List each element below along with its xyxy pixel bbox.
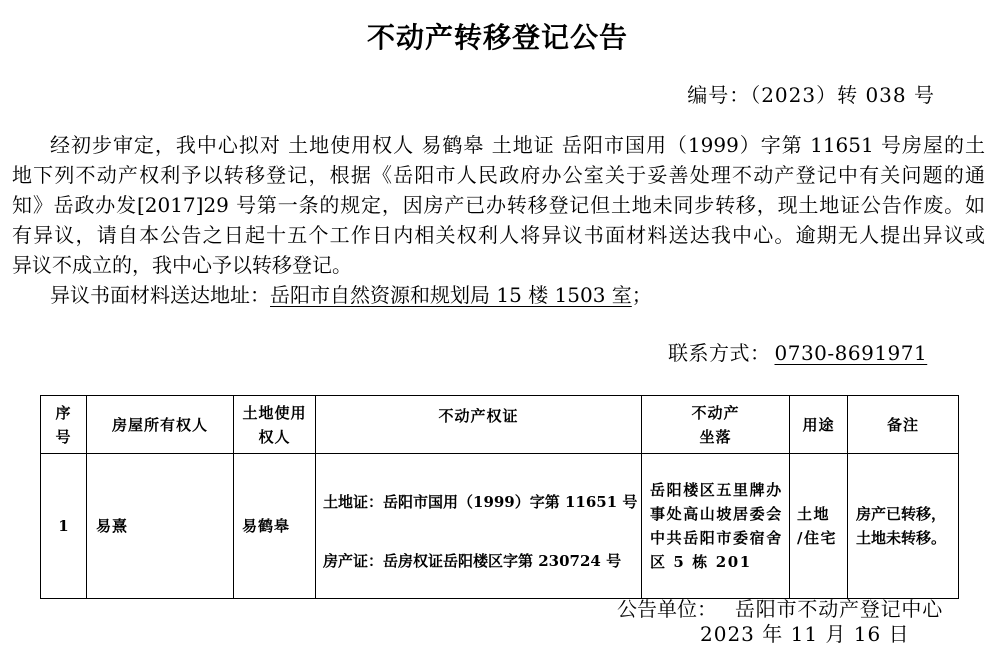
body-line: 有异议，请自本公告之日起十五个工作日内相关权利人将异议书面材料送达我中心。逾期无人提出异议或 [12,223,985,247]
contact-label: 联系方式： [668,341,771,365]
objection-address-value: 岳阳市自然资源和规划局 15 楼 1503 室 [270,283,632,307]
header-remark: 备注 [848,396,959,454]
objection-address [12,280,985,310]
header-location: 不动产 坐落 [642,396,790,454]
cell-land-user: 易鹤皋 [234,454,316,599]
issuer-label: 公告单位： [617,597,717,621]
notice-title: 不动产转移登记公告 [366,21,628,54]
land-certificate: 土地证：岳阳市国用（1999）字第 11651 号 [323,493,638,511]
table-header-row [41,396,959,454]
table-row [41,454,959,599]
cell-usage: 土地 /住宅 [790,454,848,599]
house-certificate: 房产证：岳房权证岳阳楼区字第 230724 号 [323,552,622,570]
header-usage: 用途 [790,396,848,454]
body-line: 知》岳政办发[2017]29 号第一条的规定，因房产已办转移登记但土地未同步转移，现土地证公告作废。如 [12,193,985,217]
objection-address-suffix: ； [631,283,652,307]
header-land-user: 土地使用 权人 [234,396,316,454]
cell-house-owner: 易熹 [87,454,234,599]
property-table [40,395,959,599]
cell-property-certificates [316,454,642,599]
header-property-certificate: 不动产权证 [316,396,642,454]
certificate-list [316,478,641,574]
body-line: 异议不成立的，我中心予以转移登记。 [12,253,352,277]
issuer-name: 岳阳市不动产登记中心 [735,597,943,621]
contact-phone: 0730-8691971 [774,341,928,365]
body-line: 地下列不动产权利予以转移登记，根据《岳阳市人民政府办公室关于妥善处理不动产登记中有关问题的通 [12,163,985,187]
cell-remark: 房产已转移， 土地未转移。 [848,454,959,599]
objection-address-label: 异议书面材料送达地址： [50,283,270,307]
cell-location: 岳阳楼区五里牌办事处高山坡居委会中共岳阳市委宿舍区 5 栋 201 [642,454,790,599]
issuer-line [617,594,943,624]
cell-seq: 1 [41,454,87,599]
document-number: 编号：（2023）转 038 号 [687,83,935,107]
body-line: 经初步审定，我中心拟对 土地使用权人 易鹤皋 土地证 岳阳市国用（1999）字第 11651 号房屋的土 [50,133,985,157]
header-seq: 序 号 [41,396,87,454]
header-house-owner: 房屋所有权人 [87,396,234,454]
contact-info [668,338,927,368]
notice-body [12,130,985,310]
notice-date: 2023 年 11 月 16 日 [700,622,910,646]
